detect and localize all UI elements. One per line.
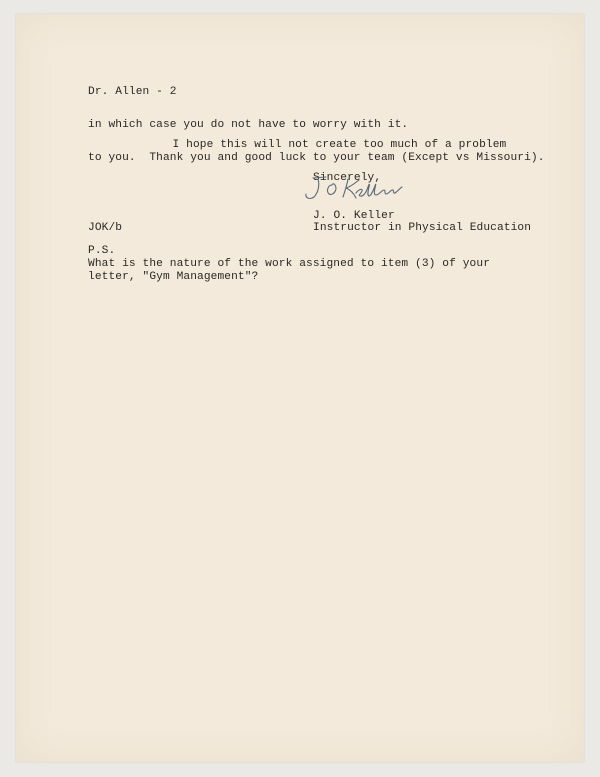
signer-title: Instructor in Physical Education [313,222,532,234]
signer-name: J. O. Keller [313,210,395,222]
body-line-3: to you. Thank you and good luck to your team (Except vs Missouri). [88,152,545,164]
body-line-1: in which case you do not have to worry with it. [88,119,409,131]
closing: Sincerely, [313,172,382,184]
typist-initials: JOK/b [88,222,123,234]
postscript-line-1: What is the nature of the work assigned to item (3) of your [88,258,491,270]
handwritten-signature [296,171,406,205]
postscript-label: P.S. [88,245,116,257]
postscript-line-2: letter, "Gym Management"? [88,271,259,283]
page-header: Dr. Allen - 2 [88,86,177,98]
body-line-2: I hope this will not create too much of a problem [118,139,507,151]
